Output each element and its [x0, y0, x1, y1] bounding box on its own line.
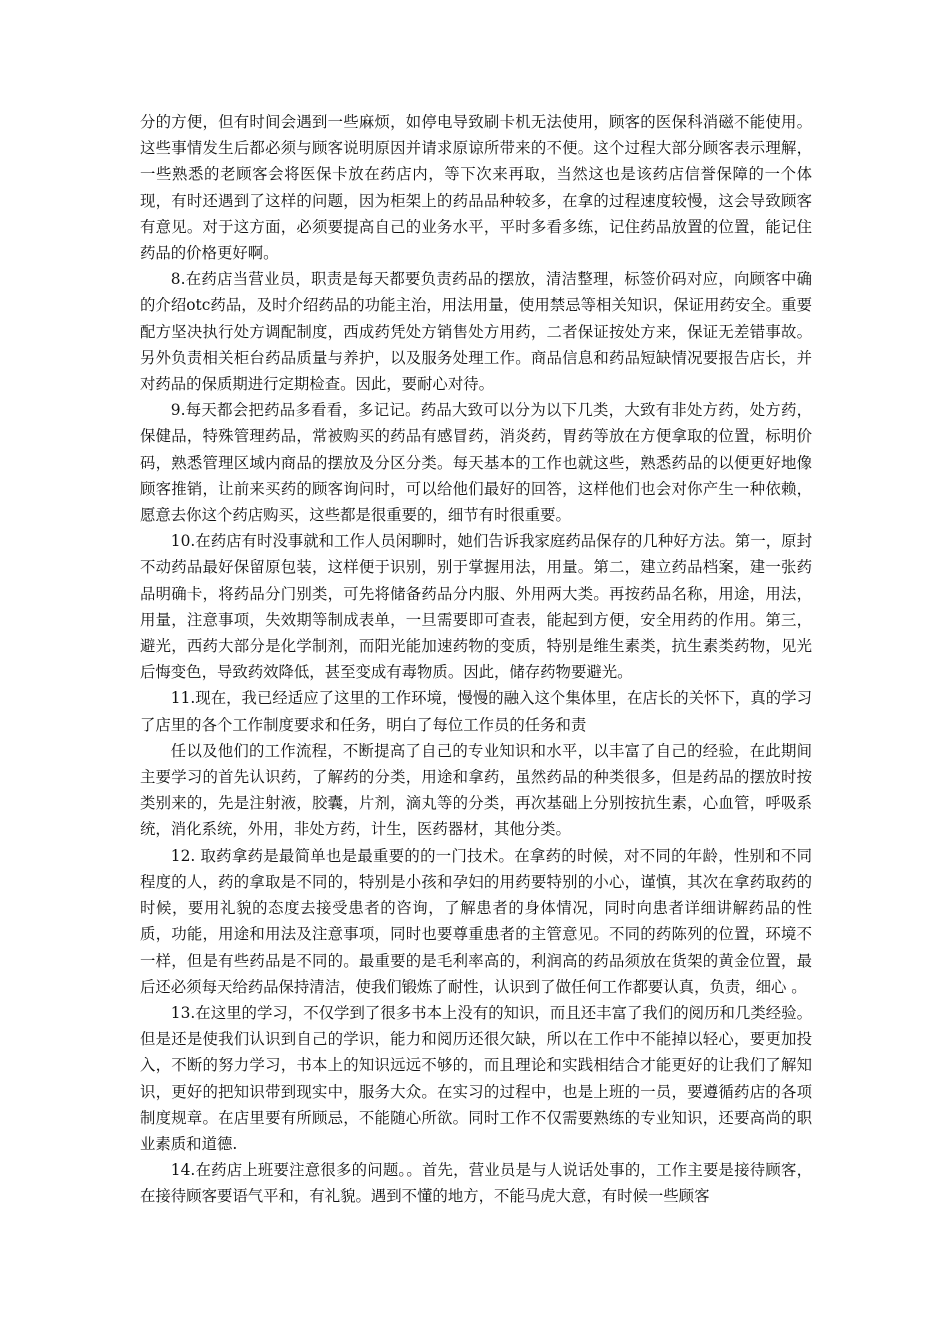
paragraph-14: 14.在药店上班要注意很多的问题。。首先，营业员是与人说话处事的，工作主要是接待顾客，在接待顾客要语气平和，有礼貌。遇到不懂的地方，不能马虎大意，有时候一些顾客 [140, 1161, 812, 1206]
paragraph-8: 8.在药店当营业员，职责是每天都要负责药品的摆放，清洁整理，标签价码对应，向顾客中确的介绍otc药品，及时介绍药品的功能主治，用法用量，使用禁忌等相关知识，保证用药安全。重要配方坚决执行处方调配制度，西成药凭处方销售处方用药，二者保证按处方来，保证无差错事故。另外负责相关柜台药品质量与养护，以及服务处理工作。商品信息和药品短缺情况要报告店长，并对药品的保质期进行定期检查。因此，要耐心对待。 [140, 270, 812, 394]
paragraph-12: 12. 取药拿药是最简单也是最重要的的一门技术。在拿药的时候，对不同的年龄，性别和不同程度的人，药的拿取是不同的，特别是小孩和孕妇的用药要特别的小心，谨慎，其次在拿药取药的时候，要用礼貌的态度去接受患者的咨询，了解患者的身体情况，同时向患者详细讲解药品的性质，功能，用途和用法及注意事项，同时也要尊重患者的主管意见。不同的药陈列的位置，环境不一样，但是有些药品是不同的。最重要的是毛利率高的，利润高的药品须放在货架的黄金位置，最后还必须每天给药品保持清洁，使我们锻炼了耐性，认识到了做任何工作都要认真，负责，细心 。 [140, 846, 812, 996]
paragraph-11-continued: 任以及他们的工作流程，不断提高了自己的专业知识和水平，以丰富了自己的经验，在此期间主要学习的首先认识药，了解药的分类，用途和拿药，虽然药品的种类很多，但是药品的摆放时按类别来的，先是注射液，胶囊，片剂，滴丸等的分类，再次基础上分别按抗生素，心血管，呼吸系统，消化系统，外用，非处方药，计生，医药器材，其他分类。 [140, 741, 812, 839]
paragraph-continued-intro: 分的方便，但有时间会遇到一些麻烦，如停电导致刷卡机无法使用，顾客的医保科消磁不能使用。这些事情发生后都必须与顾客说明原因并请求原谅所带来的不便。这个过程大部分顾客表示理解，一些熟悉的老顾客会将医保卡放在药店内，等下次来再取，当然这也是该药店信誉保障的一个体现，有时还遇到了这样的问题，因为柜架上的药品品种较多，在拿的过程速度较慢，这会导致顾客有意见。对于这方面，必须要提高自己的业务水平，平时多看多练，记住药品放置的位置，能记住药品的价格更好啊。 [140, 113, 812, 263]
document-body [140, 109, 812, 1210]
paragraph-13: 13.在这里的学习，不仅学到了很多书本上没有的知识，而且还丰富了我们的阅历和几类经验。但是还是使我们认识到自己的学识，能力和阅历还很欠缺，所以在工作中不能掉以轻心，要更加投入，不断的努力学习，书本上的知识远远不够的，而且理论和实践相结合才能更好的让我们了解知识，更好的把知识带到现实中，服务大众。在实习的过程中，也是上班的一员，要遵循药店的各项制度规章。在店里要有所顾忌，不能随心所欲。同时工作不仅需要熟练的专业知识，还要高尚的职业素质和道德. [140, 1003, 812, 1153]
paragraph-10: 10.在药店有时没事就和工作人员闲聊时，她们告诉我家庭药品保存的几种好方法。第一，原封不动药品最好保留原包装，这样便于识别，别于掌握用法，用量。第二，建立药品档案，建一张药品明确卡，将药品分门别类，可先将储备药品分内服、外用两大类。再按药品名称，用途，用法，用量，注意事项，失效期等制成表单，一旦需要即可查表，能起到方便，安全用药的作用。第三，避光，西药大部分是化学制剂，而阳光能加速药物的变质，特别是维生素类，抗生素类药物，见光后悔变色，导致药效降低，甚至变成有毒物质。因此，储存药物要避光。 [140, 532, 812, 682]
paragraph-9: 9.每天都会把药品多看看，多记记。药品大致可以分为以下几类，大致有非处方药，处方药，保健品，特殊管理药品，常被购买的药品有感冒药，消炎药，胃药等放在方便拿取的位置，标明价码，熟悉管理区域内商品的摆放及分区分类。每天基本的工作也就这些，熟悉药品的以便更好地像顾客推销，让前来买药的顾客询问时，可以给他们最好的回答，这样他们也会对你产生一种依赖，愿意去你这个药店购买，这些都是很重要的，细节有时很重要。 [140, 401, 812, 525]
paragraph-11: 11.现在，我已经适应了这里的工作环境，慢慢的融入这个集体里，在店长的关怀下，真的学习了店里的各个工作制度要求和任务，明白了每位工作员的任务和责 [140, 689, 812, 734]
